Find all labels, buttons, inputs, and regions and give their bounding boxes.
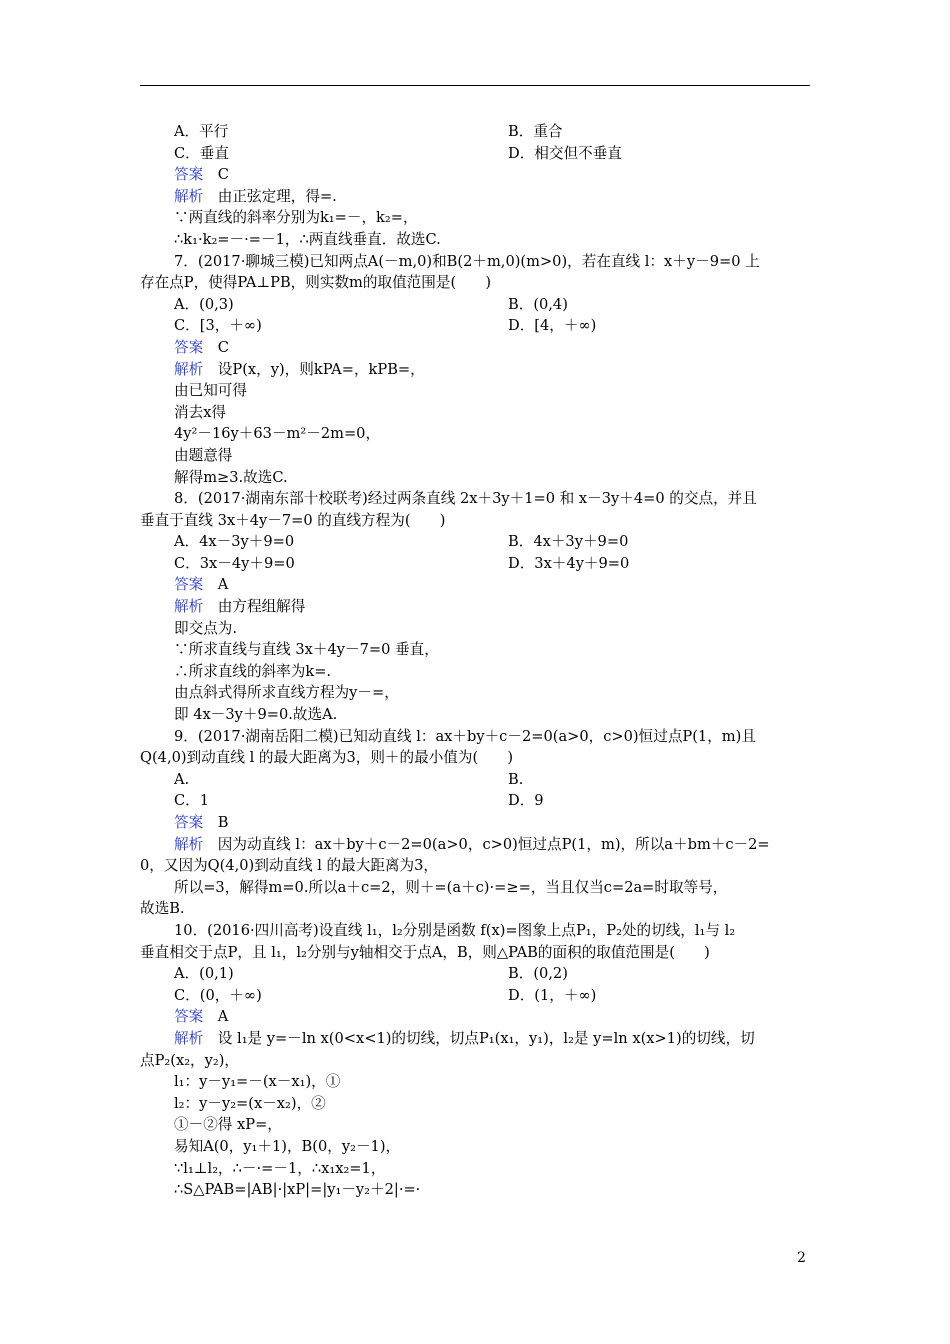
analysis-line bbox=[140, 186, 810, 208]
option-left: C．1 bbox=[174, 792, 210, 810]
answer-label: 答案 bbox=[174, 1008, 204, 1026]
option-row bbox=[140, 315, 810, 337]
option-left: A．(0,1) bbox=[174, 965, 234, 983]
analysis-line bbox=[140, 1028, 810, 1050]
analysis-line bbox=[140, 834, 810, 856]
option-right: D．3x＋4y＋9=0 bbox=[508, 554, 630, 572]
text-line: ∵l₁⊥l₂，∴－·=－1，∴x₁x₂=1， bbox=[174, 1159, 386, 1177]
option-right: D．相交但不垂直 bbox=[508, 144, 622, 162]
option-right: B．4x＋3y＋9=0 bbox=[508, 533, 629, 551]
text-line: 即交点为. bbox=[174, 619, 238, 637]
answer-label: 答案 bbox=[174, 166, 204, 184]
option-row bbox=[140, 985, 810, 1007]
answer-line bbox=[140, 164, 810, 186]
line-text: A bbox=[203, 576, 229, 594]
option-right: D．[4，＋∞) bbox=[508, 317, 597, 335]
text-line: 易知A(0，y₁＋1)，B(0，y₂－1)， bbox=[174, 1137, 401, 1155]
text-line: 消去x得 bbox=[174, 403, 227, 421]
option-row bbox=[140, 553, 810, 575]
document-body bbox=[140, 121, 810, 1201]
analysis-label: 解析 bbox=[174, 598, 204, 616]
option-right: B．重合 bbox=[508, 123, 563, 140]
text-line: 由点斜式得所求直线方程为y－=， bbox=[174, 684, 399, 702]
line-text: 由方程组解得 bbox=[203, 598, 306, 616]
analysis-line bbox=[140, 596, 810, 618]
line-text: 由正弦定理，得=. bbox=[203, 187, 337, 205]
option-left: A. bbox=[174, 770, 190, 788]
text-line: 所以=3，解得m=0.所以a＋c=2，则＋=(a＋c)·=≥=，当且仅当c=2a=时取等号， bbox=[174, 878, 728, 896]
text-line: Q(4,0)到动直线 l 的最大距离为3，则＋的最小值为( ) bbox=[140, 749, 514, 767]
text-line: 10．(2016·四川高考)设直线 l₁，l₂分别是函数 f(x)=图象上点P₁，P₂处的切线，l₁与 l₂ bbox=[174, 921, 736, 939]
option-row bbox=[140, 121, 810, 143]
text-line: 解得m≥3.故选C. bbox=[174, 468, 288, 486]
analysis-label: 解析 bbox=[174, 360, 204, 378]
option-left: A．平行 bbox=[174, 123, 229, 140]
text-line: 由题意得 bbox=[174, 446, 233, 464]
text-line: 9．(2017·湖南岳阳二模)已知动直线 l：ax＋by＋c－2=0(a>0，c>0)恒过点P(1，m)且 bbox=[174, 727, 756, 745]
option-left: C．(0，＋∞) bbox=[174, 986, 262, 1004]
answer-line bbox=[140, 812, 810, 834]
analysis-label: 解析 bbox=[174, 835, 204, 853]
header-rule bbox=[140, 85, 810, 86]
option-left: A．4x－3y＋9=0 bbox=[174, 533, 295, 551]
text-line: l₁：y－y₁=－(x－x₁)，① bbox=[174, 1073, 341, 1091]
text-line: ∴k₁·k₂=－·=－1，∴两直线垂直．故选C. bbox=[174, 230, 441, 248]
option-left: C．3x－4y＋9=0 bbox=[174, 554, 295, 572]
answer-line bbox=[140, 574, 810, 596]
option-row bbox=[140, 769, 810, 791]
text-line: ∵两直线的斜率分别为k₁=－，k₂=， bbox=[174, 209, 418, 227]
text-line: 0，又因为Q(4,0)到动直线 l 的最大距离为3， bbox=[140, 857, 438, 875]
analysis-label: 解析 bbox=[174, 187, 204, 205]
line-text: A bbox=[203, 1008, 229, 1026]
option-right: B. bbox=[508, 770, 524, 788]
option-row bbox=[140, 790, 810, 812]
option-right: D．(1，＋∞) bbox=[508, 986, 597, 1004]
analysis-line bbox=[140, 359, 810, 381]
page-number: 2 bbox=[797, 1250, 806, 1266]
line-text: 设 l₁是 y=－ln x(0<x<1)的切线，切点P₁(x₁，y₁)，l₂是 y=ln x(x>1)的切线，切 bbox=[203, 1029, 755, 1047]
option-left: C．[3，＋∞) bbox=[174, 317, 262, 335]
text-line: 存在点P，使得PA⊥PB，则实数m的取值范围是( ) bbox=[140, 274, 492, 292]
text-line: 即 4x－3y＋9=0.故选A. bbox=[174, 706, 338, 724]
text-line: 点P₂(x₂，y₂)， bbox=[140, 1051, 240, 1069]
text-line: 故选B. bbox=[140, 900, 185, 918]
text-line: 4y²－16y＋63－m²－2m=0， bbox=[174, 425, 381, 443]
option-row bbox=[140, 531, 810, 553]
answer-label: 答案 bbox=[174, 814, 204, 831]
text-line: l₂：y－y₂=(x－x₂)，② bbox=[174, 1094, 326, 1112]
text-line: 垂直相交于点P，且 l₁，l₂分别与y轴相交于点A，B，则△PAB的面积的取值范围是( ) bbox=[140, 943, 710, 961]
text-line: 8．(2017·湖南东部十校联考)经过两条直线 2x＋3y＋1=0 和 x－3y＋4=0 的交点，并且 bbox=[174, 490, 757, 508]
line-text: 因为动直线 l：ax＋by＋c－2=0(a>0，c>0)恒过点P(1，m)，所以a＋bm＋c－2= bbox=[203, 835, 770, 853]
text-line: ∵所求直线与直线 3x＋4y－7=0 垂直， bbox=[174, 641, 439, 659]
option-right: D．9 bbox=[508, 792, 544, 810]
option-right: B．(0,2) bbox=[508, 965, 568, 983]
text-line: ∴S△PAB=|AB|·|xP|=|y₁－y₂＋2|·=· bbox=[174, 1181, 421, 1199]
option-right: B．(0,4) bbox=[508, 295, 568, 313]
answer-label: 答案 bbox=[174, 576, 204, 594]
line-text: B bbox=[203, 814, 229, 831]
option-row bbox=[140, 143, 810, 165]
option-row bbox=[140, 294, 810, 316]
option-left: C．垂直 bbox=[174, 144, 229, 162]
text-line: ∴所求直线的斜率为k=. bbox=[174, 662, 332, 680]
line-text: C bbox=[203, 338, 229, 356]
line-text: C bbox=[203, 166, 229, 184]
text-line: 7．(2017·聊城三模)已知两点A(－m,0)和B(2＋m,0)(m>0)，若在直线 l：x＋y－9=0 上 bbox=[174, 252, 760, 270]
text-line: 由已知可得 bbox=[174, 382, 247, 400]
analysis-label: 解析 bbox=[174, 1029, 204, 1047]
answer-line bbox=[140, 1006, 810, 1028]
answer-label: 答案 bbox=[174, 338, 204, 356]
line-text: 设P(x，y)，则kPA=，kPB=， bbox=[203, 360, 425, 378]
text-line: ①－②得 xP=， bbox=[174, 1116, 282, 1134]
text-line: 垂直于直线 3x＋4y－7=0 的直线方程为( ) bbox=[140, 511, 446, 529]
answer-line bbox=[140, 337, 810, 359]
option-left: A．(0,3) bbox=[174, 295, 234, 313]
option-row bbox=[140, 963, 810, 985]
